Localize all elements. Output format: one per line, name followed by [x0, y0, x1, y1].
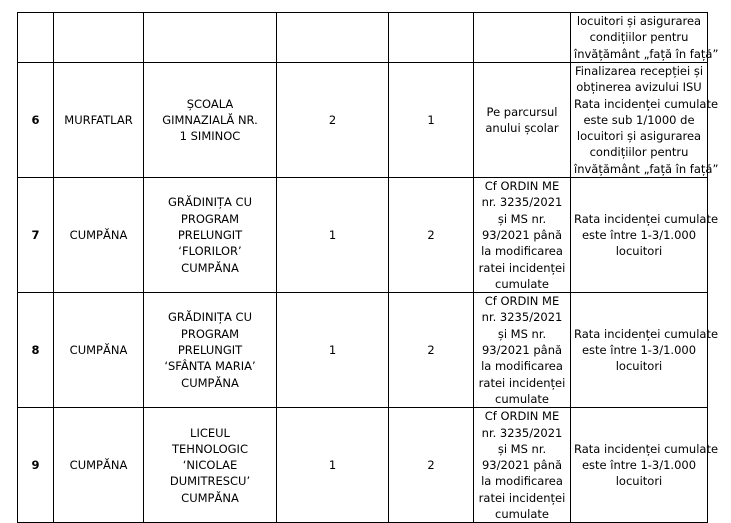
value-cell: 1: [277, 408, 389, 523]
text-line: Rata incidenței cumulate: [574, 441, 719, 456]
school-name-cell: [144, 63, 277, 178]
school-name-cell: [144, 13, 277, 63]
text-line: PROGRAM: [180, 326, 240, 341]
text-line: 1 SIMINOC: [179, 129, 241, 144]
text-line: GRĂDINIȚA CU: [167, 195, 252, 210]
period-cell: [474, 408, 571, 523]
text-line: la modificarea: [481, 474, 563, 489]
locality-cell: [54, 13, 144, 63]
text-line: locuitori: [615, 474, 663, 489]
text-line: ratei incidenței: [478, 490, 566, 505]
locality-cell: MURFATLAR: [54, 63, 144, 178]
text-line: ‘NICOLAE: [182, 458, 238, 473]
text-line: Cf ORDIN ME: [484, 179, 560, 194]
period-cell: [474, 13, 571, 63]
text-line: este între 1-3/1.000: [581, 458, 697, 473]
locality-cell: CUMPĂNA: [54, 178, 144, 293]
table-row: [18, 408, 708, 523]
table-row: [18, 63, 708, 178]
text-line: PRELUNGIT: [177, 343, 243, 358]
text-line: cumulate: [495, 507, 549, 522]
row-number-cell: 6: [18, 63, 54, 178]
notes-cell: [571, 408, 719, 523]
text-line: PROGRAM: [180, 211, 240, 226]
text-line: LICEUL: [190, 425, 230, 440]
text-line: Rata incidenței cumulate: [574, 96, 719, 111]
text-line: locuitori și asigurarea: [576, 14, 702, 28]
text-line: DUMITRESCU’: [169, 474, 251, 489]
school-name-cell: [144, 408, 277, 523]
value-cell: [389, 13, 474, 63]
text-line: nr. 3235/2021: [481, 310, 563, 325]
text-line: cumulate: [495, 276, 549, 291]
text-line: Finalizarea recepției și: [574, 64, 704, 78]
period-cell: [474, 63, 571, 178]
value-cell: [277, 13, 389, 63]
text-line: Cf ORDIN ME: [484, 409, 560, 424]
locality-cell: CUMPĂNA: [54, 408, 144, 523]
text-line: GRĂDINIȚA CU: [167, 310, 252, 325]
period-cell: [474, 178, 571, 293]
text-line: CUMPĂNA: [181, 490, 239, 505]
text-line: la modificarea: [481, 244, 563, 259]
text-line: CUMPĂNA: [181, 260, 239, 275]
value-cell: 2: [389, 408, 474, 523]
notes-cell: [571, 63, 719, 178]
text-line: și MS nr.: [497, 441, 547, 456]
value-cell: 1: [277, 178, 389, 293]
notes-cell: [571, 178, 719, 293]
text-line: nr. 3235/2021: [481, 425, 563, 440]
value-cell: 2: [277, 63, 389, 178]
text-line: condițiilor pentru: [589, 145, 689, 160]
row-number-cell: 9: [18, 408, 54, 523]
period-cell: [474, 293, 571, 408]
text-line: Pe parcursul: [486, 104, 558, 119]
text-line: locuitori: [615, 244, 663, 259]
row-number-cell: 7: [18, 178, 54, 293]
text-line: PRELUNGIT: [177, 227, 243, 242]
text-line: 93/2021 până: [481, 227, 563, 242]
notes-cell: [571, 293, 719, 408]
text-line: CUMPĂNA: [181, 375, 239, 390]
text-line: ȘCOALA: [186, 96, 234, 111]
text-line: locuitori: [615, 359, 663, 374]
table-row: [18, 13, 708, 63]
text-line: nr. 3235/2021: [481, 195, 563, 210]
text-line: GIMNAZIALĂ NR.: [162, 112, 258, 127]
row-number-cell: [18, 13, 54, 63]
value-cell: 1: [277, 293, 389, 408]
text-line: la modificarea: [481, 359, 563, 374]
locality-cell: CUMPĂNA: [54, 293, 144, 408]
text-line: Rata incidenței cumulate: [574, 211, 719, 226]
school-name-cell: [144, 293, 277, 408]
text-line: ‘SFÂNTA MARIA’: [164, 359, 256, 374]
text-line: învățământ „față în față”: [574, 46, 719, 61]
row-number-cell: 8: [18, 293, 54, 408]
text-line: anului școlar: [485, 121, 559, 136]
text-line: ratei incidenței: [478, 260, 566, 275]
school-name-cell: [144, 178, 277, 293]
text-line: și MS nr.: [497, 211, 547, 226]
text-line: Rata incidenței cumulate: [574, 326, 719, 341]
text-line: și MS nr.: [497, 326, 547, 341]
text-line: ‘FLORILOR’: [178, 244, 242, 259]
notes-cell: [571, 13, 719, 63]
value-cell: 2: [389, 293, 474, 408]
text-line: 93/2021 până: [481, 458, 563, 473]
text-line: 93/2021 până: [481, 343, 563, 358]
text-line: învățământ „față în față”: [574, 161, 719, 176]
text-line: ratei incidenței: [478, 375, 566, 390]
schools-table: [17, 12, 719, 523]
table-row: [18, 293, 708, 408]
text-line: este între 1-3/1.000: [581, 227, 697, 242]
text-line: Cf ORDIN ME: [484, 294, 560, 309]
text-line: obținerea avizului ISU: [576, 80, 702, 95]
table-row: [18, 178, 708, 293]
value-cell: 1: [389, 63, 474, 178]
text-line: condițiilor pentru: [589, 30, 689, 45]
text-line: TEHNOLOGIC: [172, 441, 248, 456]
text-line: locuitori și asigurarea: [576, 129, 702, 144]
text-line: cumulate: [495, 391, 549, 406]
text-line: este sub 1/1000 de: [583, 112, 695, 127]
text-line: este între 1-3/1.000: [581, 343, 697, 358]
value-cell: 2: [389, 178, 474, 293]
